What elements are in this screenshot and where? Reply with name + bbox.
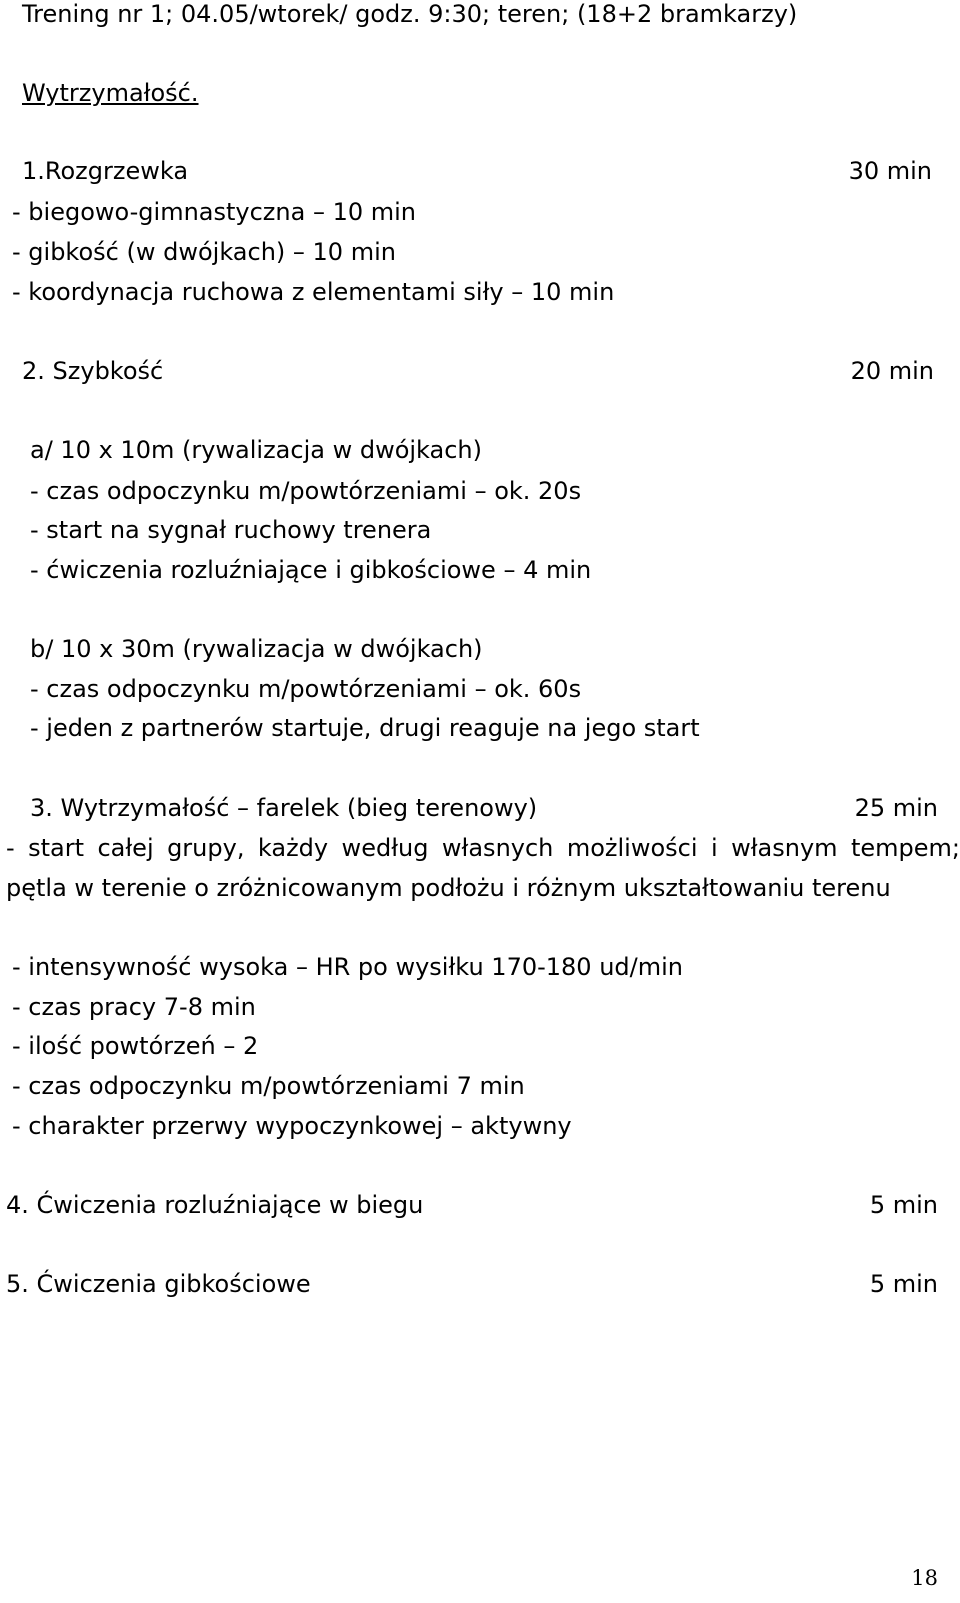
section-1-title: 1.Rozgrzewka [22,157,189,185]
section-1-item: - gibkość (w dwójkach) – 10 min [12,238,396,266]
section-3-item: - charakter przerwy wypoczynkowej – aktywny [12,1112,572,1140]
section-3-paragraph: - start całej grupy, każdy według własnych możliwości i własnym tempem; pętla w terenie o zróżnicowanym podłożu i różnym ukształtowaniu terenu [6,834,960,902]
section-5-title: 5. Ćwiczenia gibkościowe [6,1270,311,1298]
section-1-header [22,157,932,185]
section-2-time: 20 min [850,357,934,385]
section-4-title: 4. Ćwiczenia rozluźniające w biegu [6,1191,424,1219]
section-2-header [22,357,934,385]
section-2a-title: a/ 10 x 10m (rywalizacja w dwójkach) [30,436,483,464]
section-2a-item: - czas odpoczynku m/powtórzeniami – ok. 20s [30,477,582,505]
section-3-item: - czas pracy 7-8 min [12,993,256,1021]
section-5-header [6,1270,938,1298]
section-1-item: - koordynacja ruchowa z elementami siły – 10 min [12,278,615,306]
section-3-item: - czas odpoczynku m/powtórzeniami 7 min [12,1072,525,1100]
section-2a-item: - start na sygnał ruchowy trenera [30,516,432,544]
page-number: 18 [911,1566,938,1590]
section-4-header [6,1191,938,1219]
section-3-item: - ilość powtórzeń – 2 [12,1032,259,1060]
section-1-time: 30 min [848,157,932,185]
section-3-time: 25 min [854,794,938,822]
section-3-title: 3. Wytrzymałość – farelek (bieg terenowy) [30,794,538,822]
section-1-item: - biegowo-gimnastyczna – 10 min [12,198,417,226]
section-2a-item: - ćwiczenia rozluźniające i gibkościowe – 4 min [30,556,592,584]
topic-heading: Wytrzymałość. [22,79,199,107]
section-4-time: 5 min [869,1191,938,1219]
section-2b-title: b/ 10 x 30m (rywalizacja w dwójkach) [30,635,483,663]
section-3-header [30,794,938,822]
section-5-time: 5 min [869,1270,938,1298]
section-2b-item: - jeden z partnerów startuje, drugi reaguje na jego start [30,714,700,742]
section-2-title: 2. Szybkość [22,357,164,385]
section-3-item: - intensywność wysoka – HR po wysiłku 170-180 ud/min [12,953,683,981]
page-header: Trening nr 1; 04.05/wtorek/ godz. 9:30; teren; (18+2 bramkarzy) [22,0,798,28]
section-2b-item: - czas odpoczynku m/powtórzeniami – ok. 60s [30,675,582,703]
